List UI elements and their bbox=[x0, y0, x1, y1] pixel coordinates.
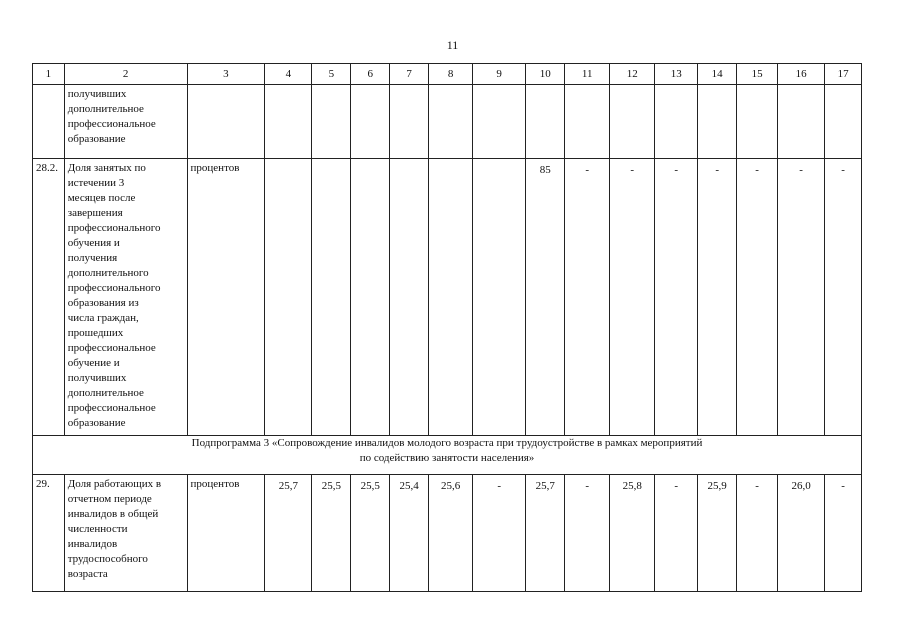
value-cell bbox=[265, 85, 312, 159]
name-line: численности bbox=[67, 523, 128, 535]
value-cell bbox=[312, 159, 351, 436]
subprogram-row bbox=[33, 436, 862, 475]
value-text bbox=[825, 85, 861, 89]
table-row bbox=[33, 159, 862, 436]
name-line: получивших bbox=[67, 372, 127, 384]
value-text bbox=[698, 85, 736, 89]
column-number-cell: 10 bbox=[526, 64, 565, 85]
value-cell bbox=[390, 85, 429, 159]
value-text: - bbox=[755, 164, 759, 176]
value-text bbox=[473, 85, 525, 89]
name-line: дополнительное bbox=[67, 387, 144, 399]
value-cell bbox=[473, 85, 526, 159]
name-line: истечении 3 bbox=[67, 177, 125, 189]
table-row bbox=[33, 475, 862, 592]
value-text: 25,4 bbox=[399, 480, 419, 492]
name-line: образования из bbox=[67, 297, 139, 309]
value-text: 25,5 bbox=[321, 480, 341, 492]
indicator-name-cell bbox=[64, 85, 187, 159]
value-text bbox=[390, 85, 428, 89]
name-line: инвалидов bbox=[67, 538, 118, 550]
name-line: профессиональное bbox=[67, 342, 156, 354]
name-line: прошедших bbox=[67, 327, 124, 339]
value-cell bbox=[473, 475, 526, 592]
name-line: образование bbox=[67, 417, 126, 429]
table-row bbox=[33, 85, 862, 159]
value-cell bbox=[429, 475, 473, 592]
name-line: получения bbox=[67, 252, 118, 264]
value-text bbox=[655, 85, 697, 89]
value-text: - bbox=[497, 480, 501, 492]
name-line: образование bbox=[67, 133, 126, 145]
name-line: месяцев после bbox=[67, 192, 136, 204]
value-text bbox=[429, 85, 472, 89]
value-cell bbox=[351, 475, 390, 592]
column-number-cell: 2 bbox=[64, 64, 187, 85]
column-number-cell: 15 bbox=[737, 64, 778, 85]
page-number: 11 bbox=[446, 38, 459, 52]
value-cell bbox=[565, 475, 610, 592]
name-line: трудоспособного bbox=[67, 553, 148, 565]
name-line: получивших bbox=[67, 88, 127, 100]
value-cell bbox=[825, 85, 862, 159]
value-cell bbox=[265, 475, 312, 592]
name-line: Доля работающих в bbox=[67, 478, 162, 490]
value-cell bbox=[737, 475, 778, 592]
value-text: 25,6 bbox=[440, 480, 461, 492]
column-number-cell: 7 bbox=[390, 64, 429, 85]
value-text bbox=[429, 159, 472, 163]
value-cell bbox=[655, 85, 698, 159]
value-text: - bbox=[674, 480, 679, 492]
value-text bbox=[312, 85, 350, 89]
value-cell bbox=[698, 475, 737, 592]
value-text: 85 bbox=[539, 164, 551, 176]
value-cell bbox=[390, 475, 429, 592]
column-number-cell: 13 bbox=[655, 64, 698, 85]
value-cell bbox=[312, 475, 351, 592]
column-number-cell: 9 bbox=[473, 64, 526, 85]
value-text: - bbox=[755, 480, 759, 492]
value-cell bbox=[565, 85, 610, 159]
name-line: профессиональное bbox=[67, 402, 156, 414]
value-text: 25,7 bbox=[535, 480, 555, 492]
column-number-cell: 5 bbox=[312, 64, 351, 85]
name-line: инвалидов в общей bbox=[67, 508, 159, 520]
value-text: 25,9 bbox=[707, 480, 727, 492]
value-text: - bbox=[841, 480, 845, 492]
indicator-name-cell bbox=[64, 159, 187, 436]
indicator-name-cell bbox=[64, 475, 187, 592]
name-line: возраста bbox=[67, 568, 108, 580]
name-line: профессиональное bbox=[67, 118, 156, 130]
value-cell bbox=[526, 85, 565, 159]
column-number-cell: 14 bbox=[698, 64, 737, 85]
value-cell bbox=[429, 159, 473, 436]
value-text bbox=[265, 85, 311, 89]
value-text: - bbox=[715, 164, 719, 176]
indicators-table bbox=[32, 63, 862, 592]
value-cell bbox=[351, 85, 390, 159]
unit-cell: процентов bbox=[187, 475, 265, 592]
value-text: - bbox=[585, 164, 590, 176]
column-number-cell: 12 bbox=[610, 64, 655, 85]
subprogram-line-1: Подпрограмма 3 «Сопровождение инвалидов молодого возраста при трудоустройстве в рамках мероприятий bbox=[191, 437, 703, 449]
value-cell bbox=[610, 159, 655, 436]
name-line: обучения и bbox=[67, 237, 120, 249]
value-cell bbox=[610, 85, 655, 159]
value-cell bbox=[737, 159, 778, 436]
value-cell bbox=[390, 159, 429, 436]
name-line: дополнительное bbox=[67, 103, 144, 115]
column-numbers-row bbox=[33, 64, 862, 85]
name-line: дополнительного bbox=[67, 267, 149, 279]
value-cell bbox=[778, 85, 825, 159]
value-text bbox=[351, 85, 389, 89]
value-text bbox=[265, 159, 311, 163]
name-line: Доля занятых по bbox=[67, 162, 146, 174]
name-line: обучение и bbox=[67, 357, 120, 369]
value-cell bbox=[778, 159, 825, 436]
value-text bbox=[610, 85, 654, 89]
unit-cell: процентов bbox=[187, 159, 265, 436]
value-text: 25,8 bbox=[622, 480, 642, 492]
value-text: - bbox=[630, 164, 635, 176]
value-text: 25,7 bbox=[278, 480, 298, 492]
value-cell bbox=[473, 159, 526, 436]
value-cell bbox=[698, 159, 737, 436]
value-cell bbox=[655, 159, 698, 436]
name-line: завершения bbox=[67, 207, 123, 219]
subprogram-line-2: по содействию занятости населения» bbox=[359, 452, 535, 464]
value-text: 25,5 bbox=[360, 480, 380, 492]
value-text bbox=[565, 85, 609, 89]
value-cell bbox=[655, 475, 698, 592]
value-cell bbox=[565, 159, 610, 436]
value-text bbox=[312, 159, 350, 163]
unit-cell bbox=[187, 85, 265, 159]
row-number-cell bbox=[33, 85, 65, 159]
value-cell bbox=[312, 85, 351, 159]
column-number-cell: 8 bbox=[429, 64, 473, 85]
value-cell bbox=[429, 85, 473, 159]
value-text bbox=[778, 85, 824, 89]
column-number-cell: 4 bbox=[265, 64, 312, 85]
value-text: - bbox=[799, 164, 803, 176]
value-cell bbox=[737, 85, 778, 159]
name-line: отчетном периоде bbox=[67, 493, 152, 505]
row-number-cell: 29. bbox=[33, 475, 65, 592]
value-text: - bbox=[841, 164, 845, 176]
value-text bbox=[473, 159, 525, 163]
value-cell bbox=[351, 159, 390, 436]
value-cell bbox=[526, 475, 565, 592]
row-number-cell: 28.2. bbox=[33, 159, 65, 436]
column-number-cell: 17 bbox=[825, 64, 862, 85]
column-number-cell: 1 bbox=[33, 64, 65, 85]
value-cell bbox=[825, 475, 862, 592]
name-line: профессионального bbox=[67, 222, 161, 234]
value-text bbox=[737, 85, 777, 89]
value-text: - bbox=[674, 164, 679, 176]
value-cell bbox=[778, 475, 825, 592]
value-text bbox=[526, 85, 564, 89]
subprogram-heading bbox=[33, 436, 862, 475]
value-cell bbox=[610, 475, 655, 592]
value-cell bbox=[526, 159, 565, 436]
column-number-cell: 11 bbox=[565, 64, 610, 85]
value-text bbox=[351, 159, 389, 163]
value-text: 26,0 bbox=[791, 480, 811, 492]
value-text: - bbox=[585, 480, 590, 492]
name-line: профессионального bbox=[67, 282, 161, 294]
column-number-cell: 6 bbox=[351, 64, 390, 85]
value-cell bbox=[698, 85, 737, 159]
column-number-cell: 3 bbox=[187, 64, 265, 85]
value-cell bbox=[265, 159, 312, 436]
value-text bbox=[390, 159, 428, 163]
name-line: числа граждан, bbox=[67, 312, 139, 324]
value-cell bbox=[825, 159, 862, 436]
column-number-cell: 16 bbox=[778, 64, 825, 85]
